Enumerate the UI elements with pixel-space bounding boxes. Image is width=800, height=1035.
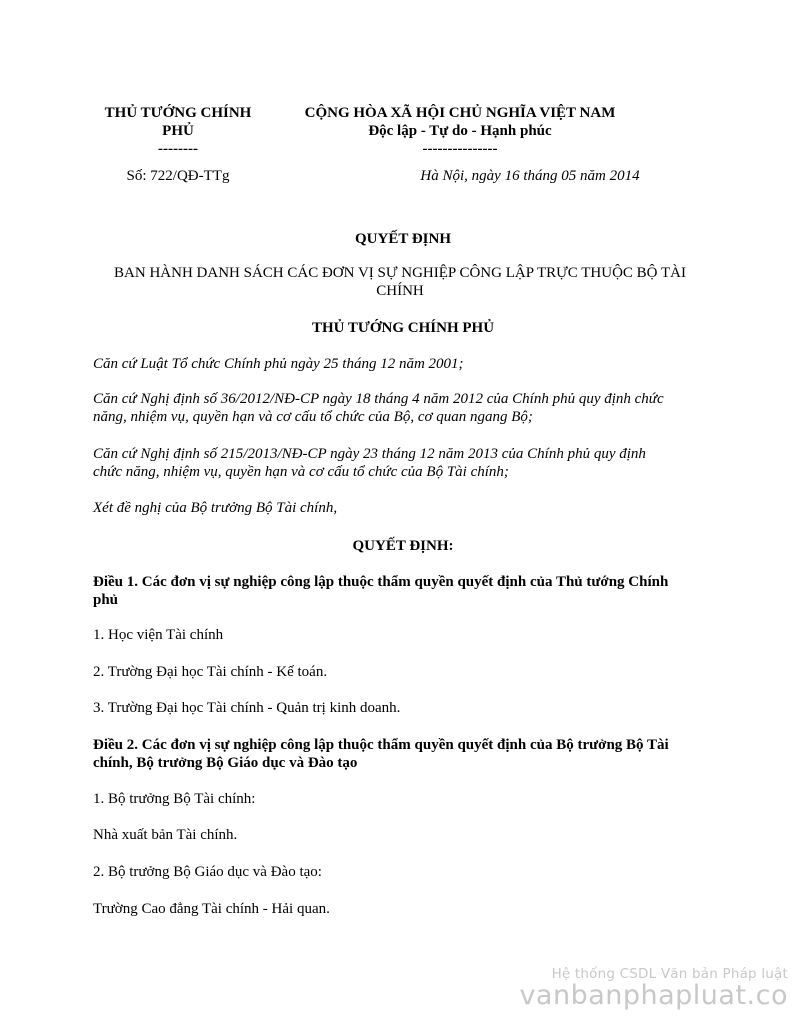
decides-heading: QUYẾT ĐỊNH: (352, 538, 454, 554)
authority-title: THỦ TƯỚNG CHÍNH PHỦ (311, 320, 495, 336)
decision-subject-line2: CHÍNH (376, 283, 424, 299)
decision-title: QUYẾT ĐỊNH (355, 231, 451, 247)
article1-item: 3. Trường Đại học Tài chính - Quản trị kinh doanh. (93, 700, 401, 716)
document-number: Số: 722/QĐ-TTg (126, 168, 230, 184)
issue-date: Hà Nội, ngày 16 tháng 05 năm 2014 (420, 168, 640, 184)
article2-item: 2. Bộ trưởng Bộ Giáo dục và Đào tạo: (93, 864, 322, 880)
decision-subject-line1: BAN HÀNH DANH SÁCH CÁC ĐƠN VỊ SỰ NGHIỆP CÔNG LẬP TRỰC THUỘC BỘ TÀI (114, 265, 686, 281)
decision-subject (80, 264, 720, 300)
preamble-p2-line1: Căn cứ Nghị định số 36/2012/NĐ-CP ngày 18 tháng 4 năm 2012 của Chính phủ quy định chức (93, 391, 664, 407)
article1-item: 1. Học viện Tài chính (93, 627, 224, 643)
national-motto (280, 104, 640, 158)
national-motto-line2: Độc lập - Tự do - Hạnh phúc (368, 123, 552, 139)
preamble-p3-line1: Căn cứ Nghị định số 215/2013/NĐ-CP ngày 23 tháng 12 năm 2013 của Chính phủ quy định (93, 446, 646, 462)
article2-item: Nhà xuất bản Tài chính. (93, 827, 238, 843)
issuing-authority-line2: PHỦ (162, 123, 194, 139)
article2-item: 1. Bộ trưởng Bộ Tài chính: (93, 791, 256, 807)
issuing-authority-divider: -------- (158, 141, 198, 157)
preamble-p3-line2: chức năng, nhiệm vụ, quyền hạn và cơ cấu tổ chức của Bộ Tài chính; (93, 464, 509, 480)
national-motto-divider: --------------- (422, 141, 498, 157)
article2-heading-line2: chính, Bộ trưởng Bộ Giáo dục và Đào tạo (93, 755, 358, 771)
issuing-authority-line1: THỦ TƯỚNG CHÍNH (104, 105, 252, 121)
issuing-authority (93, 104, 263, 158)
article2-heading (93, 736, 713, 772)
article1-heading-line1: Điều 1. Các đơn vị sự nghiệp công lập thuộc thẩm quyền quyết định của Thủ tướng Chính (93, 574, 669, 590)
preamble-p3 (93, 445, 713, 481)
article2-heading-line1: Điều 2. Các đơn vị sự nghiệp công lập thuộc thẩm quyền quyết định của Bộ trưởng Bộ Tài (93, 737, 669, 753)
preamble-p2-line2: năng, nhiệm vụ, quyền hạn và cơ cấu tổ chức của Bộ, cơ quan ngang Bộ; (93, 409, 533, 425)
preamble-p2 (93, 390, 713, 426)
article1-heading (93, 573, 713, 609)
preamble-p1: Căn cứ Luật Tổ chức Chính phủ ngày 25 tháng 12 năm 2001; (93, 356, 464, 372)
watermark-site: vanbanphapluat.co (519, 980, 788, 1011)
article1-heading-line2: phủ (93, 592, 119, 608)
article1-item: 2. Trường Đại học Tài chính - Kế toán. (93, 664, 328, 680)
national-motto-line1: CỘNG HÒA XÃ HỘI CHỦ NGHĨA VIỆT NAM (304, 105, 616, 121)
preamble-p4: Xét đề nghị của Bộ trưởng Bộ Tài chính, (93, 500, 338, 516)
watermark-caption: Hệ thống CSDL Văn bản Pháp luật (551, 966, 788, 982)
article2-item: Trường Cao đẳng Tài chính - Hải quan. (93, 901, 330, 917)
